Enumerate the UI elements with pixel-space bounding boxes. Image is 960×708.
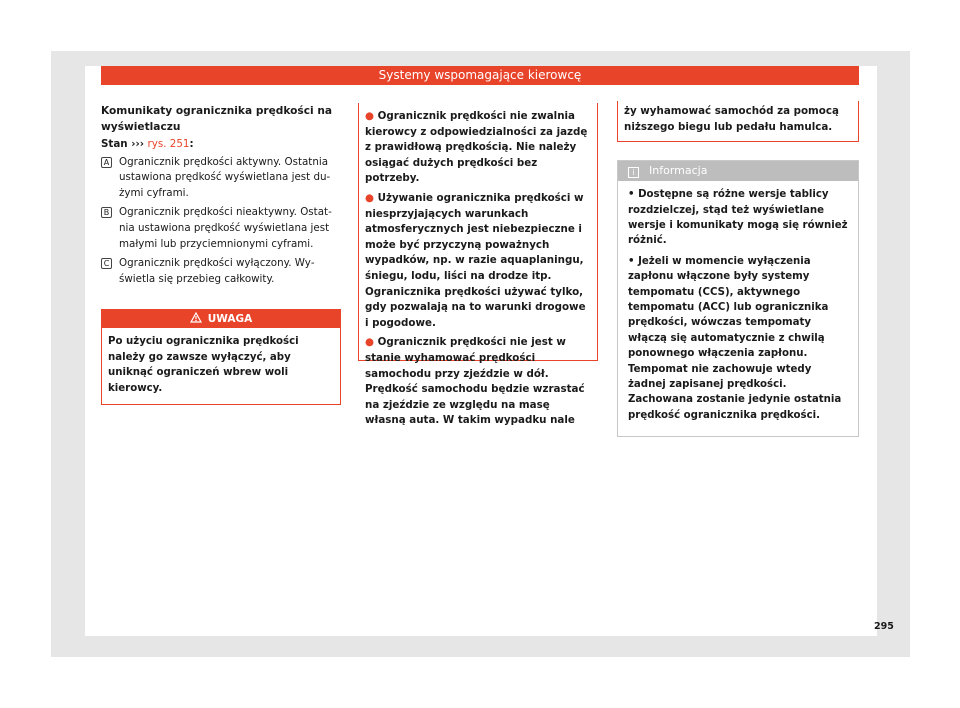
page-number: 295 xyxy=(874,621,894,632)
info-paragraph xyxy=(628,254,850,423)
bullet-icon: ● xyxy=(365,191,374,204)
info-header xyxy=(618,161,858,181)
item-text: Ogranicznik prędkości wyłączony. Wyświetla się przebieg całkowity. xyxy=(119,257,315,285)
bullet-icon: ● xyxy=(365,336,374,349)
stan-line xyxy=(101,137,339,153)
paragraph-text: Ogranicznik prędkości nie jest w stanie wyhamować prędkości samochodu przy zjeździe w dół. Prędkość samochodu będzie wzrastać na zjeździe ze względu na masę własną auta. W takim wypadku nale xyxy=(365,336,585,427)
paragraph-text: Dostępne są różne wersje tablicy rozdzielczej, stąd też wyświetlane wersje i komunikaty mogą się również różnić. xyxy=(628,189,848,247)
warning-title: UWAGA xyxy=(207,313,253,326)
info-box xyxy=(617,160,859,437)
paragraph-text: Ogranicznik prędkości nie zwalnia kierowcy z odpowiedzialności za jazdę z prawidłową prędkością. Nie należy osiągać dużych prędkości bez potrzeby. xyxy=(365,110,588,185)
item-text: Ogranicznik prędkości aktywny. Ostatnia ustawiona prędkość wyświetlana jest dużymi cyframi. xyxy=(119,155,331,199)
warning-text: Po użyciu ogranicznika prędkości należy go zawsze wyłączyć, aby uniknąć ograniczeń wbrew woli kierowcy. xyxy=(108,336,299,394)
column-right xyxy=(617,101,859,437)
page-header: Systemy wspomagające kierowcę xyxy=(101,66,859,85)
bullet-icon: ● xyxy=(365,110,374,122)
info-icon: i xyxy=(628,167,639,178)
warning-paragraph xyxy=(365,109,589,187)
stan-label: Stan ››› xyxy=(101,138,148,150)
info-title: Informacja xyxy=(649,164,708,178)
stan-suffix: : xyxy=(189,138,194,150)
list-item xyxy=(101,256,339,287)
list-item xyxy=(101,155,339,202)
warning-paragraph xyxy=(365,335,589,429)
section-title: Komunikaty ogranicznika prędkości na wyświetlaczu xyxy=(101,105,333,133)
badge-a: A xyxy=(101,157,112,168)
list-item xyxy=(101,205,339,252)
bullet-icon: • xyxy=(628,255,635,267)
badge-b: B xyxy=(101,207,112,218)
item-text: Ogranicznik prędkości nieaktywny. Ostatnia ustawiona prędkość wyświetlana jest małymi lub przyciemnionymi cyframi. xyxy=(119,206,332,250)
warning-triangle-icon xyxy=(190,312,202,323)
paragraph-text: Jeżeli w momencie wyłączenia zapłonu włączone były systemy tempomatu (CCS), aktywnego tempomatu (ACC) lub ogranicznika prędkości, wówczas tempomaty włączą się automatycznie z chwilą ponownego włączenia zapłonu. Tempomat nie zachowuje wtedy żadnej zapisanej prędkości. Zachowana zostanie jedynie ostatnia prędkość ogranicznika prędkości. xyxy=(628,255,842,421)
column-left xyxy=(101,103,339,405)
bullet-icon: • xyxy=(628,189,635,201)
warning-paragraph xyxy=(365,191,589,331)
paragraph-text: Używanie ogranicznika prędkości w niesprzyjających warunkach atmosferycznych jest niebezpieczne i może być przyczyną poważnych wypadków, np. w razie aquaplaningu, śniegu, lodu, liści na drodze itp. Ogranicznika prędkości używać tylko, gdy pozwalają na to warunki drogowe i pogodowe. xyxy=(365,191,586,329)
warning-continuation-box xyxy=(358,103,598,427)
warning-header xyxy=(102,310,340,328)
warning-box xyxy=(101,309,341,405)
info-body xyxy=(618,181,858,436)
badge-c: C xyxy=(101,258,112,269)
warning-continuation-box: ży wyhamować samochód za pomocą niższego biegu lub pedału hamulca. xyxy=(617,101,859,142)
info-paragraph xyxy=(628,187,850,249)
column-middle xyxy=(358,103,598,427)
figure-reference-link[interactable]: rys. 251 xyxy=(147,138,190,150)
